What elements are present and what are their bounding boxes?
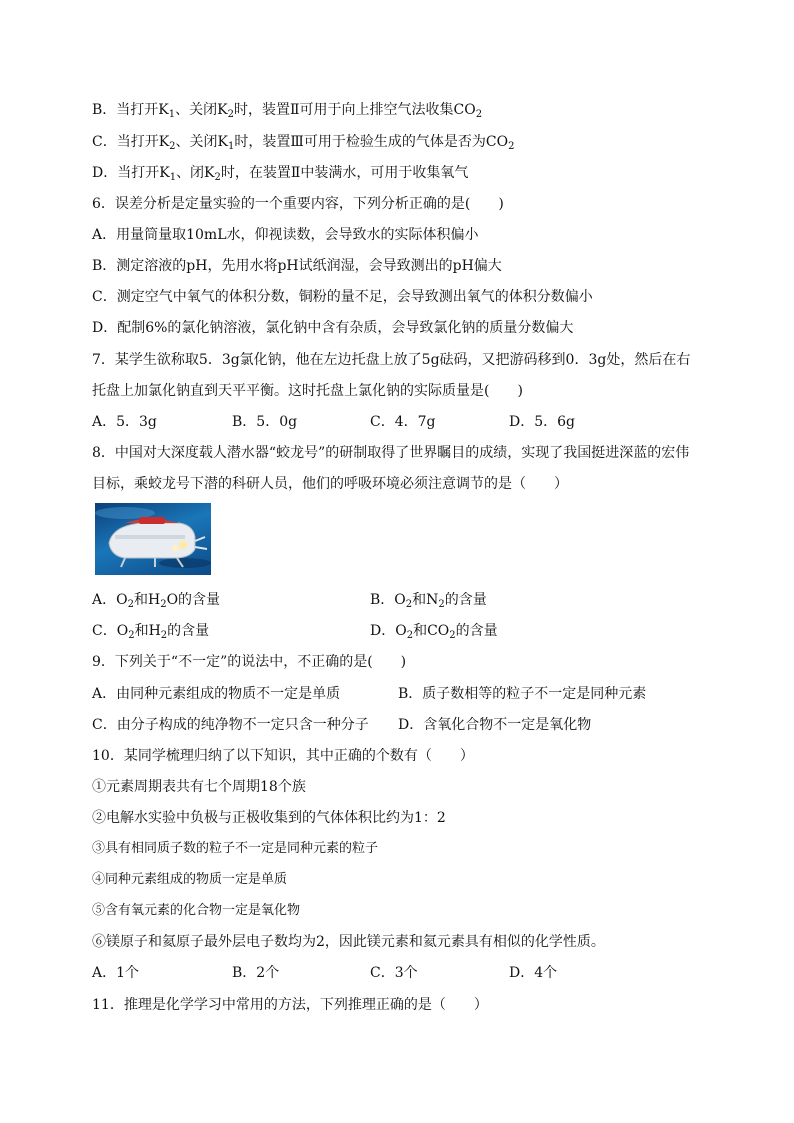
q10-option-c: C．3个 — [370, 965, 418, 981]
q8-stem-line1: 8．中国对大深度载人潜水器“蛟龙号”的研制取得了世界瞩目的成绩，实现了我国挺进深蓝的宏伟 — [92, 445, 690, 461]
q10-option-b: B．2个 — [232, 965, 280, 981]
q9-option-c: C．由分子构成的纯净物不一定只含一种分子 — [92, 717, 369, 733]
q10-item-5: ⑤含有氧元素的化合物一定是氧化物 — [92, 903, 301, 918]
q5-option-d: D．当打开$K_1$、闭$K_2$时，在装置Ⅱ中装满水，可用于收集氧气 — [92, 165, 469, 183]
q8-option-b: B．$O_2$和$N_2$的含量 — [370, 592, 487, 610]
q9-option-b: B．质子数相等的粒子不一定是同种元素 — [398, 686, 647, 702]
q6-option-c: C．测定空气中氧气的体积分数，铜粉的量不足，会导致测出氧气的体积分数偏小 — [92, 289, 593, 305]
q8-option-d: D．$O_2$和$CO_2$的含量 — [370, 623, 498, 641]
q10-item-6: ⑥镁原子和氦原子最外层电子数均为2，因此镁元素和氦元素具有相似的化学性质。 — [92, 934, 605, 950]
q8-option-a: A．$O_2$和$H_2O$的含量 — [92, 592, 221, 610]
q10-item-2: ②电解水实验中负极与正极收集到的气体体积比约为1：2 — [92, 810, 446, 826]
q9-stem: 9．下列关于“不一定”的说法中，不正确的是( ) — [92, 654, 407, 670]
q10-option-a: A．1个 — [92, 965, 140, 981]
q8-option-c: C．$O_2$和$H_2$的含量 — [92, 623, 210, 641]
q7-stem-line1: 7．某学生欲称取5．3g氯化钠，他在左边托盘上放了5g砝码，又把游码移到0．3g处，然后在右 — [92, 352, 691, 368]
q9-option-d: D．含氧化合物不一定是氧化物 — [398, 717, 592, 733]
q5-option-b: B．当打开$K_1$、关闭$K_2$时，装置Ⅱ可用于向上排空气法收集$CO_2$ — [92, 102, 483, 120]
submersible-image — [95, 503, 211, 575]
q7-option-a: A．5．3g — [92, 414, 157, 430]
q11-stem: 11．推理是化学学习中常用的方法，下列推理正确的是（ ） — [92, 997, 488, 1013]
q5-option-c: C．当打开$K_2$、关闭$K_1$时，装置Ⅲ可用于检验生成的气体是否为$CO_2$ — [92, 134, 515, 152]
q7-option-b: B．5．0g — [232, 414, 298, 430]
q10-item-4: ④同种元素组成的物质一定是单质 — [92, 872, 288, 887]
q6-option-b: B．测定溶液的pH，先用水将pH试纸润湿，会导致测出的pH偏大 — [92, 258, 502, 274]
q9-option-a: A．由同种元素组成的物质不一定是单质 — [92, 686, 341, 702]
q7-option-c: C．4．7g — [370, 414, 436, 430]
q10-option-d: D．4个 — [509, 965, 558, 981]
q8-stem-line2: 目标，乘蛟龙号下潜的科研人员，他们的呼吸环境必须注意调节的是（ ） — [92, 476, 568, 492]
q10-stem: 10．某同学梳理归纳了以下知识，其中正确的个数有（ ） — [92, 748, 474, 764]
q6-option-a: A．用量筒量取10mL水，仰视读数，会导致水的实际体积偏小 — [92, 227, 479, 243]
q7-option-d: D．5．6g — [509, 414, 576, 430]
q10-item-3: ③具有相同质子数的粒子不一定是同种元素的粒子 — [92, 841, 379, 856]
q10-item-1: ①元素周期表共有七个周期18个族 — [92, 779, 306, 795]
q6-option-d: D．配制6%的氯化钠溶液，氯化钠中含有杂质，会导致氯化钠的质量分数偏大 — [92, 320, 574, 336]
jiaolong-submersible-icon — [95, 503, 211, 575]
q6-stem: 6．误差分析是定量实验的一个重要内容，下列分析正确的是( ) — [92, 196, 504, 212]
q7-stem-line2: 托盘上加氯化钠直到天平平衡。这时托盘上氯化钠的实际质量是( ) — [92, 383, 523, 399]
